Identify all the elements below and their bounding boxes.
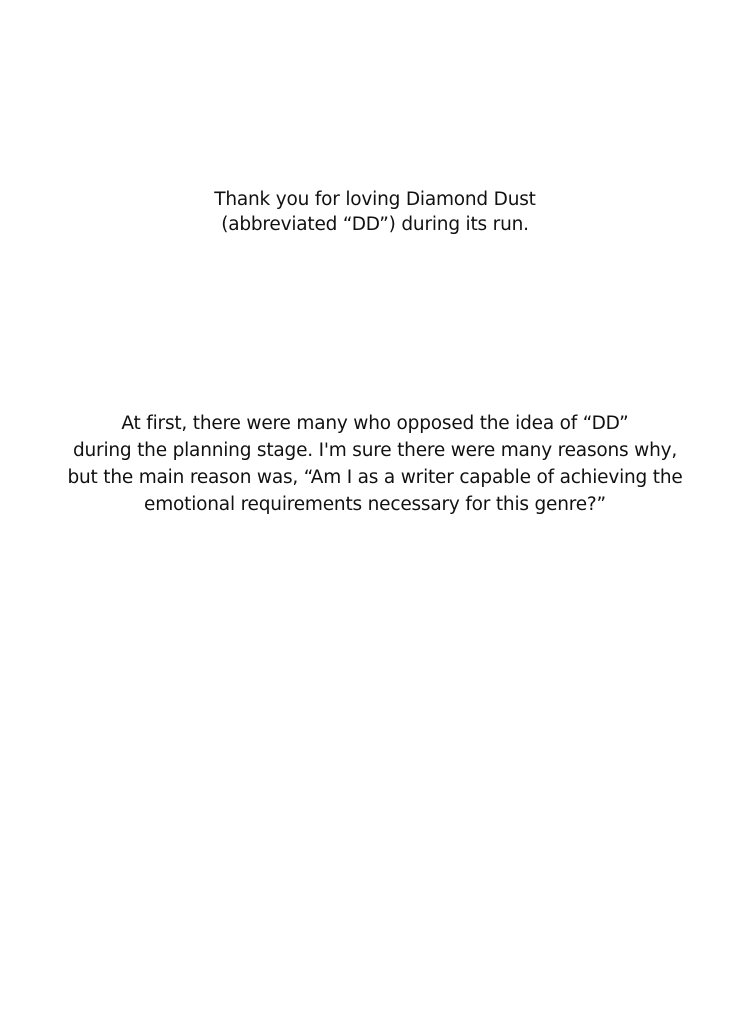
- paragraph-line: Thank you for loving Diamond Dust: [214, 189, 536, 210]
- paragraph-line: emotional requirements necessary for this genre?”: [144, 494, 606, 515]
- paragraph-line: but the main reason was, “Am I as a writer capable of achieving the: [67, 467, 683, 488]
- paragraph-line: during the planning stage. I'm sure there were many reasons why,: [72, 440, 678, 461]
- planning-stage-paragraph: [0, 410, 750, 518]
- paragraph-line: (abbreviated “DD”) during its run.: [221, 214, 529, 235]
- paragraph-line: At first, there were many who opposed the idea of “DD”: [121, 413, 629, 434]
- thank-you-paragraph: [0, 187, 750, 237]
